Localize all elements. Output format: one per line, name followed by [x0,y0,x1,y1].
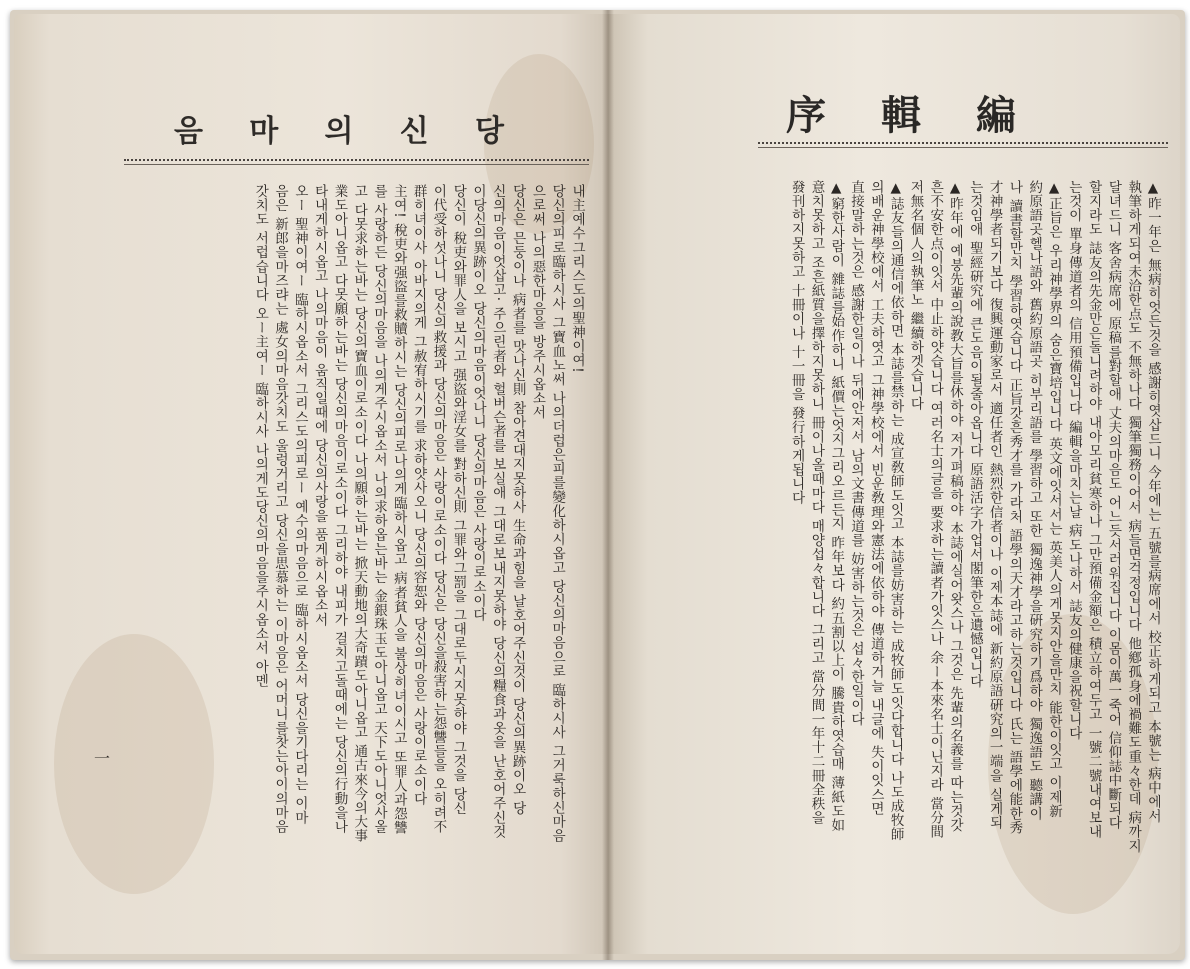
text-column: 내主예수그리스도의聖神이여! [569,184,585,374]
text-column: ▲昨年에 예붕先輩의說教大旨를休하야 저가펴稿하야 本誌에실어왓스나 그것은 先輩의名義를 따는것갓 [947,180,964,833]
text-column: 의배운神學校에서 工夫하엿고 그神學校에서 빈운敎理와憲法에依하야 傳道하거늘 내글에 失이잇스면 [867,180,884,816]
text-column: ▲正旨은 우리神學界의 숨은寶培입니다 英文에잇서서는 英美人의게못지안을만치 能한이잇고 이제新 [1046,180,1063,819]
left-page [14,14,608,954]
text-column: 이代受하섯나니 당신의救援과 당신의마음은 사랑이로소이다 당신은 당신을殺害하는怨讐들을 오히려不 [430,184,447,834]
text-column: ▲誌友들의通信에依하면 本誌를禁하는 成宣敎師도잇고 本誌를妨害하는 成牧師도잇다합니다 나도成牧師 [887,180,904,842]
text-column: 음은 新郎을마즈랴는 處女의마음갓치도 울렁거리고 당신을思慕하는 이마음은 어머니를찻는아이의마음 [272,184,289,834]
text-column: 群히녀이사 아바지의게 그赦宥하시기를 求하얏사오니 당신의容恕와 당신의마음은 사랑이로소이다 [410,184,427,806]
page-number: 一 [94,749,111,768]
text-column: 主여! 稅吏와强盜를救贖하시는 당신의피로나의게臨하시옵고 病者貧人을 불상히녀이시고 또罪人과怨讐 [390,184,407,835]
text-column: 發刊하지못하고 十冊이나 十一冊을 發行하게됩니다 [788,180,805,505]
open-booklet [10,10,1185,960]
text-column: 당신의피로臨하시사 그寶血노써 나의더럽은피를變化하시옵고 당신의마음으로 臨하시사 그거룩하신마음 [549,184,566,843]
text-column: 는것이 單身傳道者의 信用預備입니다 編輯을마치는날 病도나하서 誌友의健康을祝할니다 [1065,180,1082,741]
text-column: 으로써 나의惡한마음을 방주시옵소서 [529,184,546,420]
text-column: ▲昨一年은 無病히엇든것을 感謝히엿삽드니 今年에는 五號를病席에서 校正하게되고 本號는 病中에서 [1145,180,1161,824]
text-column: 신의마음이엇삽고· 주으린者와 헐버슨者를 보실애 그대로보내지못하야 당신의糧食과옷을 난호어주신것 [489,184,506,839]
text-column: 約原語곳헬나語와 舊約原語곳 히부리語를 學習하고 또한 獨逸神學을硏究하기爲하야 獨逸語도 聽講이 [1026,180,1043,821]
title-char: 編 [976,92,1016,139]
text-column: 나 讀書할만치 學習하엿습니다 正旨갓흔秀才를 가라처 語學의天才라고하는것입니다 氏는 語學에能한秀 [1006,180,1023,835]
right-page-body [786,180,1162,920]
book-gutter [602,10,614,960]
text-column: 저無名個人의執筆노 繼續하겟습니다 [907,180,924,411]
text-column: 당신은 믄둥이나 病者를 맛나신則 참아견대지못하사 生命과힘을 날호어주신것이 당신의異跡이오 당 [509,184,526,816]
text-column: 갓치도 서럽습니다 오ー主여ー 臨하시사 나의게도당신의마음을주시옵소서 아멘 [252,184,269,688]
text-column: 할지라도 誌友의先金만은돌니려하야 내아모리貧寒하나 그만預備金額은 積立하여두고 一號二號내여보내 [1085,180,1102,839]
left-page-title [174,106,504,150]
text-column: 달녀드니 客舍病席에 原稿를對할애 丈夫의마음도 어느듯서러워집니다 이몸이萬一죽어 信仰誌中斷되다 [1105,180,1122,830]
right-page-title [786,84,1016,141]
text-column: 이당신의異跡이오 당신의마음이엇나니 당신의마음은 사랑이로소이다 [470,184,487,622]
text-column: 業도아니옵고 다못願하는바는 당신의마음이로소이다 그리하야 내피가 걸치고돌때에는 당신의行動을나 [331,184,348,834]
text-column: 당신이 稅吏와罪人을 보시고 强盜와淫女를 對하신則 그罪와그罰을 그대로두시지못하야 그것을 당신 [450,184,467,816]
right-page [608,14,1180,954]
text-column: 타내게하시옵고 나의마음이 움직일때에 당신의사랑을 품게하시옵소서 [311,184,328,627]
title-char: 신 [399,114,429,149]
text-column: 意치못하고 조흔紙質을擇하지못하니 冊이나올때마다 매양섭々합니다 그리고 當分間一年十二冊全秩을 [808,180,825,825]
title-char: 음 [174,114,203,149]
text-column: ▲窮한사람이 雜誌를始作하니 紙價는엇지그리오르든지 昨年보다 約五割以上이 騰貴하엿습매 薄紙도如 [828,180,845,833]
text-column: 才神學者되기보다 復興運動家로서 適任者인 熱烈한信者이나 이제本誌에 新約原語硏究의一端을 실게되 [986,180,1003,830]
text-column: 를 사랑하든 당신의마음을 나의게주시옵소서 나의求하옵는바는 金銀珠玉도아니옵고 天下도아니엇사올 [371,184,388,834]
text-column: 흔不安한点이잇서 中止하얏습니다 여러名士의글을 要求하는讀者가잇스나 余ー本來名士이닌지라 當分間 [927,180,944,839]
water-stain [54,634,214,894]
text-column: 執筆하게되여未洽한点도 不無하나다 獨筆獨務이어서 病들면걱정입니다 他鄕孤身에禍難도重々한데 病까지 [1125,180,1142,854]
title-char: 당 [475,114,504,149]
text-column: 直接말하는것은 感謝한일이나 뒤에안저서 남의文書傳道를 妨害하는것은 섭々한일이다 [848,180,865,727]
title-char: 序 [786,92,826,139]
title-char: 마 [249,114,279,149]
text-column: 오ー 聖神이여ー 臨하시옵소서 그리스도의피로ー 예수의마음으로 臨하시옵소서 당신을기다리는 이마 [291,184,308,825]
title-char: 輯 [881,92,921,139]
title-char: 의 [324,114,354,149]
ornamental-rule [124,159,589,161]
text-column: 는것임애 聖經硏究에 큰도음이될줄아옵니다 原語活字가업서閣筆한은遺憾입니다 [966,180,983,689]
ornamental-rule [758,142,1168,144]
text-column: 고 다못求하는바는 당신의寶血이로소이다 나의願하는바는 掀天動地의大奇蹟도아니옵고 通古來今의大事 [351,184,368,843]
left-page-body [249,184,586,904]
